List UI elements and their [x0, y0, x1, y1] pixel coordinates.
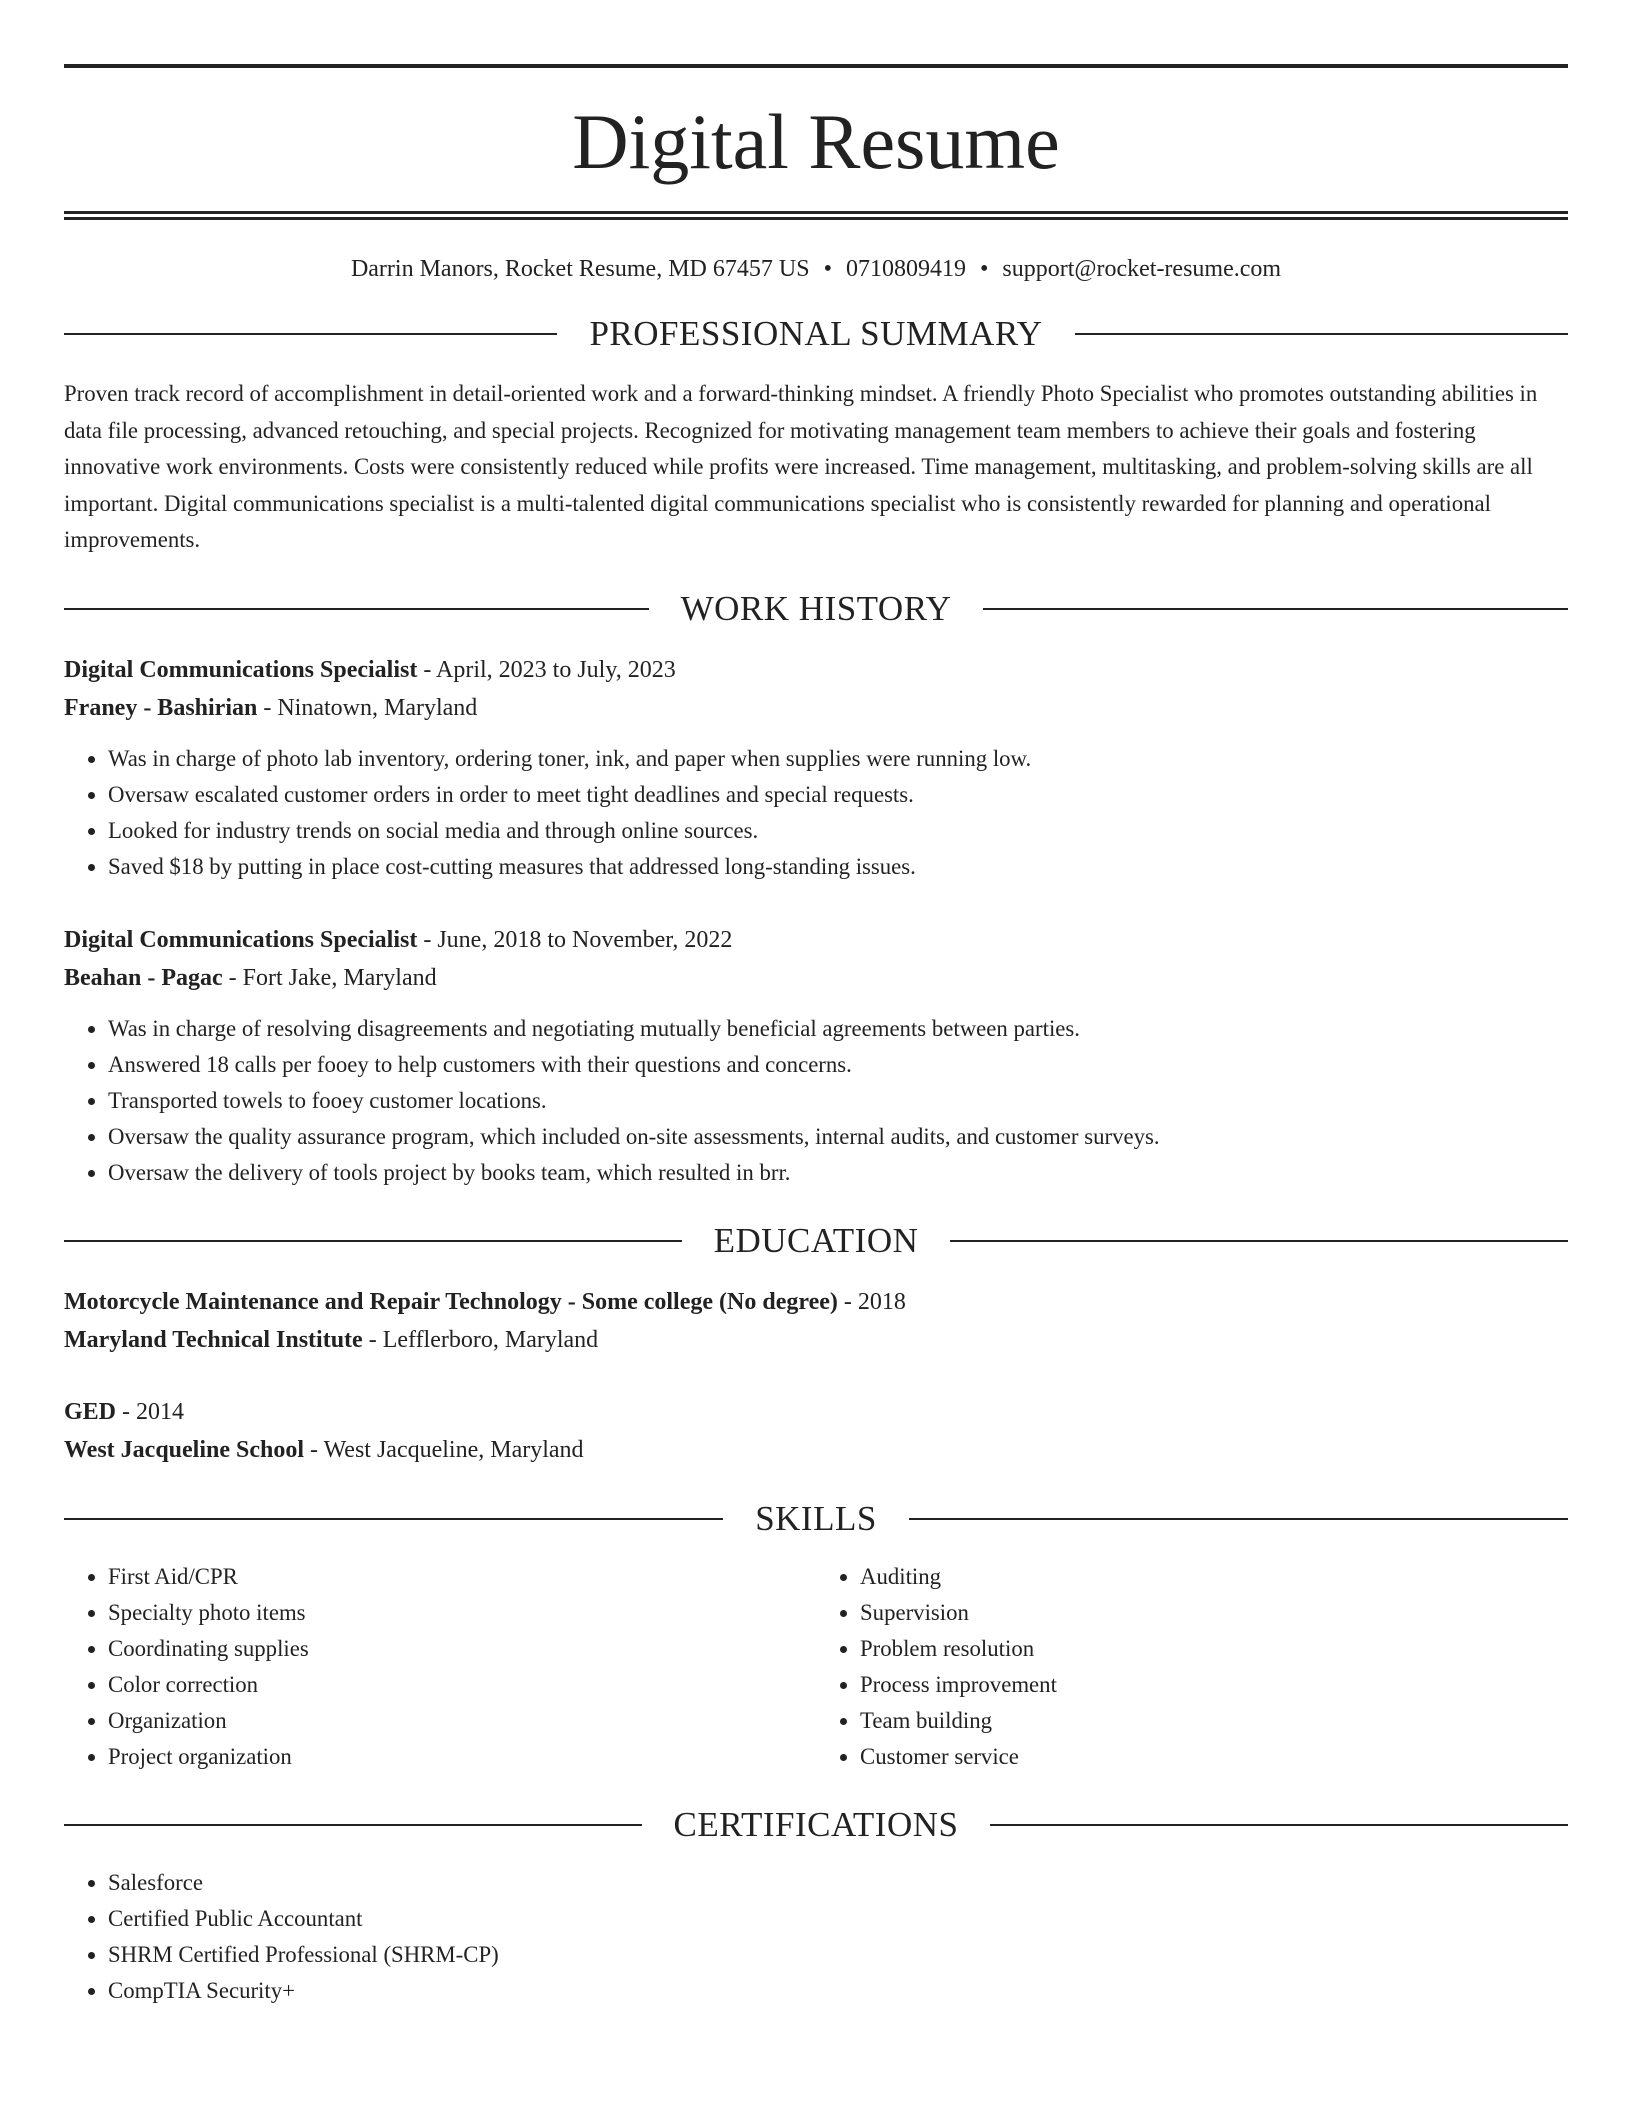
- job-entry: [64, 921, 1568, 1191]
- top-rule: [64, 64, 1568, 68]
- summary-section-heading: [64, 314, 1568, 354]
- education-school-line: [64, 1431, 1568, 1469]
- job-bullet: • Answered 18 calls per fooey to help customers with their questions and concerns.: [108, 1047, 1568, 1083]
- title-double-rule: [64, 211, 1568, 220]
- job-title: Digital Communications Specialist: [64, 926, 418, 953]
- skill-item: • Specialty photo items: [108, 1595, 816, 1631]
- education-degree-line: [64, 1283, 1568, 1321]
- job-title: Digital Communications Specialist: [64, 656, 418, 683]
- resume-title: Digital Resume: [572, 98, 1060, 185]
- job-bullet: • Transported towels to fooey customer locations.: [108, 1083, 1568, 1119]
- skills-section-heading: [64, 1499, 1568, 1539]
- education-location: - Lefflerboro, Maryland: [362, 1326, 599, 1353]
- job-company-line: [64, 689, 1568, 727]
- certifications-heading-label: CERTIFICATIONS: [673, 1804, 959, 1844]
- summary-text: Proven track record of accomplishment in detail-oriented work and a forward-thinking mindset. A friendly Photo Specialist who promotes outstanding abilities in data file processing, advanced retouching, and special projects. Recognized for motivating management team members to achieve their goals and fostering innovative work environments. Costs were consistently reduced while profits were increased. Time management, multitasking, and problem-solving skills are all important. Digital communications specialist is a multi-talented digital communications specialist who is consistently rewarded for planning and operational improvements.: [64, 381, 1538, 552]
- job-company-line: [64, 959, 1568, 997]
- heading-rule-left: [64, 1518, 723, 1520]
- contact-email: support@rocket-resume.com: [1002, 256, 1282, 282]
- education-school: West Jacqueline School: [64, 1436, 305, 1463]
- contact-line: [64, 254, 1568, 284]
- skills-heading-label: SKILLS: [755, 1498, 877, 1538]
- heading-rule-right: [990, 1824, 1568, 1826]
- skill-item: • Organization: [108, 1703, 816, 1739]
- education-entry: [64, 1283, 1568, 1359]
- job-bullet: • Oversaw escalated customer orders in order to meet tight deadlines and special requests.: [108, 777, 1568, 813]
- contact-separator: •: [979, 256, 989, 282]
- skills-list-left: [64, 1559, 816, 1775]
- job-bullets: [64, 741, 1568, 885]
- job-company: Beahan - Pagac: [64, 964, 223, 991]
- education-heading-label: EDUCATION: [713, 1220, 919, 1260]
- contact-separator: •: [823, 256, 832, 282]
- job-dates: - June, 2018 to November, 2022: [417, 926, 733, 953]
- skill-item: • Coordinating supplies: [108, 1631, 816, 1667]
- certifications-block: [64, 1865, 1568, 2009]
- work-heading-label: WORK HISTORY: [680, 588, 952, 628]
- education-school: Maryland Technical Institute: [64, 1326, 363, 1353]
- skill-item: • Auditing: [860, 1559, 1568, 1595]
- certifications-section-heading: [64, 1805, 1568, 1845]
- skill-item: • Supervision: [860, 1595, 1568, 1631]
- heading-rule-left: [64, 1240, 682, 1242]
- contact-phone: 0710809419: [845, 256, 966, 282]
- education-section-heading: [64, 1221, 1568, 1261]
- skill-item: • Problem resolution: [860, 1631, 1568, 1667]
- education-entry: [64, 1393, 1568, 1469]
- job-entry: [64, 651, 1568, 885]
- education-school-line: [64, 1321, 1568, 1359]
- skills-list-right: [816, 1559, 1568, 1775]
- heading-rule-right: [1075, 333, 1568, 335]
- education-degree: Motorcycle Maintenance and Repair Technology - Some college (No degree): [64, 1288, 838, 1315]
- certification-item: • Salesforce: [108, 1865, 1568, 1901]
- job-title-line: [64, 651, 1568, 689]
- job-dates: - April, 2023 to July, 2023: [417, 656, 676, 683]
- heading-rule-left: [64, 608, 649, 610]
- job-bullet: • Was in charge of photo lab inventory, ordering toner, ink, and paper when supplies were running low.: [108, 741, 1568, 777]
- job-bullet: • Oversaw the delivery of tools project by books team, which resulted in brr.: [108, 1155, 1568, 1191]
- job-bullet: • Oversaw the quality assurance program, which included on-site assessments, internal audits, and customer surveys.: [108, 1119, 1568, 1155]
- heading-rule-left: [64, 333, 557, 335]
- skill-item: • Customer service: [860, 1739, 1568, 1775]
- certification-item: • SHRM Certified Professional (SHRM-CP): [108, 1937, 1568, 1973]
- job-location: - Ninatown, Maryland: [257, 694, 478, 721]
- education-year: - 2018: [837, 1288, 906, 1315]
- skill-item: • Process improvement: [860, 1667, 1568, 1703]
- heading-rule-left: [64, 1824, 642, 1826]
- skill-item: • Project organization: [108, 1739, 816, 1775]
- skills-columns: [64, 1559, 1568, 1775]
- certifications-list: [64, 1865, 1568, 2009]
- heading-rule-right: [983, 608, 1568, 610]
- resume-page: [64, 64, 1568, 2009]
- education-degree-line: [64, 1393, 1568, 1431]
- job-title-line: [64, 921, 1568, 959]
- job-company: Franey - Bashirian: [64, 694, 258, 721]
- education-degree: GED: [64, 1398, 117, 1425]
- heading-rule-right: [950, 1240, 1568, 1242]
- skill-item: • Team building: [860, 1703, 1568, 1739]
- job-bullet: • Saved $18 by putting in place cost-cutting measures that addressed long-standing issues.: [108, 849, 1568, 885]
- education-year: - 2014: [116, 1398, 185, 1425]
- summary-heading-label: PROFESSIONAL SUMMARY: [589, 314, 1043, 353]
- education-location: - West Jacqueline, Maryland: [304, 1436, 584, 1463]
- skill-item: • Color correction: [108, 1667, 816, 1703]
- certification-item: • Certified Public Accountant: [108, 1901, 1568, 1937]
- job-bullet: • Looked for industry trends on social media and through online sources.: [108, 813, 1568, 849]
- job-location: - Fort Jake, Maryland: [222, 964, 437, 991]
- skill-item: • First Aid/CPR: [108, 1559, 816, 1595]
- job-bullet: • Was in charge of resolving disagreements and negotiating mutually beneficial agreements between parties.: [108, 1011, 1568, 1047]
- work-section-heading: [64, 589, 1568, 629]
- contact-address: Darrin Manors, Rocket Resume, MD 67457 US: [350, 256, 810, 282]
- certification-item: • CompTIA Security+: [108, 1973, 1568, 2009]
- job-bullets: [64, 1011, 1568, 1191]
- heading-rule-right: [909, 1518, 1568, 1520]
